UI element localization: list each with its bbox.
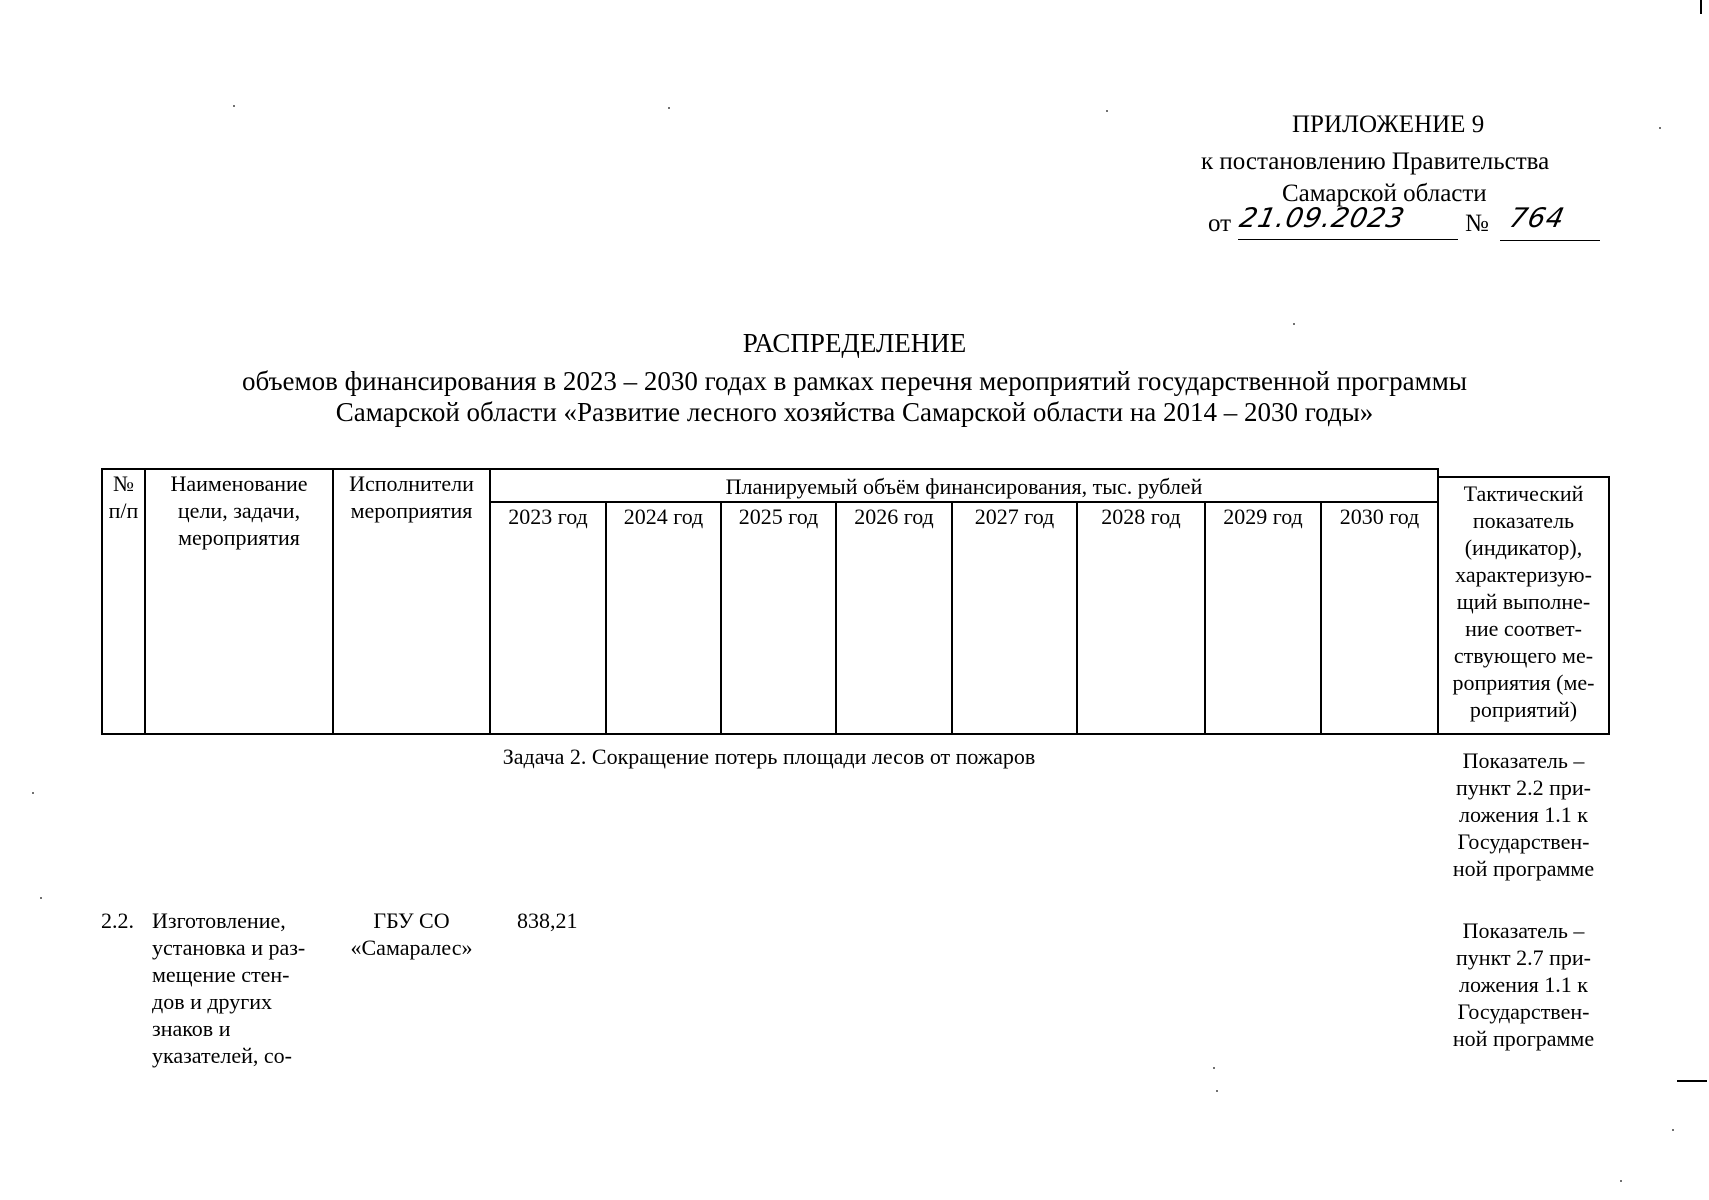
col-border-10 [1320,501,1322,735]
col-border-9 [1204,501,1206,735]
scan-speck [1659,127,1661,129]
header-year-2023: 2023 год [508,504,588,529]
header-num-line: № [113,471,134,496]
task-indicator [1439,747,1608,882]
row-name-line: дов и других [152,989,273,1014]
date-underline [1238,239,1458,240]
col-border-4 [605,501,607,735]
header-indicator-line: щий выполне- [1456,589,1591,614]
row-executor-line: ГБУ СО [373,908,450,933]
row-indicator-line: ной программе [1452,1026,1595,1051]
row-indicator [1439,917,1608,1052]
col-border-6 [835,501,837,735]
header-year-2029: 2029 год [1223,504,1303,529]
appendix-line-1: к постановлению Правительства [1201,148,1550,175]
scan-speck [1106,110,1108,112]
date-prefix: от [1208,210,1232,237]
task-indicator-line: ной программе [1452,856,1595,881]
handwritten-date: 21.09.2023 [1236,203,1408,234]
header-indicator [1439,480,1608,723]
row-indicator-line: Государствен- [1457,999,1590,1024]
scan-speck [1216,1090,1218,1092]
row-indicator-line: ложения 1.1 к [1459,972,1588,997]
row-name-line: мещение стен- [152,962,290,987]
appendix-line-2: Самарской области [1282,180,1487,207]
header-indicator-line: роприятия (ме- [1452,670,1595,695]
task-title: Задача 2. Сокращение потерь площади лесов от пожаров [502,744,1036,769]
header-name-line: мероприятия [178,525,300,550]
scan-speck [1293,323,1295,325]
task-indicator-line: пункт 2.2 при- [1456,775,1591,800]
handwritten-number: 764 [1506,203,1568,234]
col-border-8 [1076,501,1078,735]
header-year-2027: 2027 год [974,504,1055,529]
edge-mark [1677,1080,1707,1082]
row-num: 2.2. [101,908,134,933]
task-indicator-line: ложения 1.1 к [1459,802,1588,827]
header-name [146,470,332,551]
row-name-line: знаков и [152,1016,231,1041]
header-executors-line: мероприятия [350,498,473,523]
header-num [103,470,144,524]
header-indicator-line: ствующего ме- [1453,643,1594,668]
col-border-5 [720,501,722,735]
header-year-2028: 2028 год [1101,504,1181,529]
header-indicator-line: (индикатор), [1464,535,1583,560]
number-prefix: № [1465,210,1489,237]
header-name-line: Наименование [170,471,308,496]
heading-line-1: объемов финансирования в 2023 – 2030 годах в рамках перечня мероприятий государственной программы [242,366,1467,396]
header-indicator-line: ние соответ- [1465,616,1582,641]
scan-speck [1620,1180,1622,1182]
heading-title: РАСПРЕДЕЛЕНИЕ [742,328,967,358]
scan-speck [668,107,670,109]
header-name-line: цели, задачи, [177,498,301,523]
header-year-2025: 2025 год [738,504,819,529]
header-planned-financing: Планируемый объём финансирования, тыс. рублей [725,474,1203,499]
scan-speck [1672,1129,1674,1131]
header-executors-line: Исполнители [349,471,474,496]
row-indicator-line: пункт 2.7 при- [1456,945,1591,970]
row-name-line: указателей, со- [152,1043,292,1068]
scan-speck [32,792,34,794]
header-indicator-line: роприятий) [1469,697,1578,722]
row-executor [334,907,489,961]
scan-speck [1213,1067,1215,1069]
header-year-2030: 2030 год [1339,504,1420,529]
heading-line-2: Самарской области «Развитие лесного хозяйства Самарской области на 2014 – 2030 годы» [335,397,1374,427]
appendix-title: ПРИЛОЖЕНИЕ 9 [1292,111,1485,138]
task-indicator-line: Государствен- [1457,829,1590,854]
header-year-2024: 2024 год [623,504,704,529]
header-indicator-line: характеризую- [1455,562,1592,587]
header-executors [334,470,489,524]
row-name-line: Изготовление, [152,908,286,933]
row-indicator-line: Показатель – [1462,918,1585,943]
col-border-7 [951,501,953,735]
task-indicator-line: Показатель – [1462,748,1585,773]
indicator-top-border [1437,476,1610,478]
header-num-line: п/п [108,498,139,523]
edge-mark [1700,0,1702,14]
header-indicator-line: Тактический [1463,481,1584,506]
row-value-2023: 838,21 [517,908,578,933]
scan-speck [40,897,42,899]
header-year-2026: 2026 год [854,504,934,529]
row-name-line: установка и раз- [152,935,306,960]
header-indicator-line: показатель [1472,508,1575,533]
col-border-12 [1608,476,1610,735]
scan-speck [233,105,235,107]
row-executor-line: «Самаралес» [350,935,473,960]
number-underline [1500,240,1600,241]
table-header-bottom-border [101,733,1610,735]
row-name [152,907,332,1069]
